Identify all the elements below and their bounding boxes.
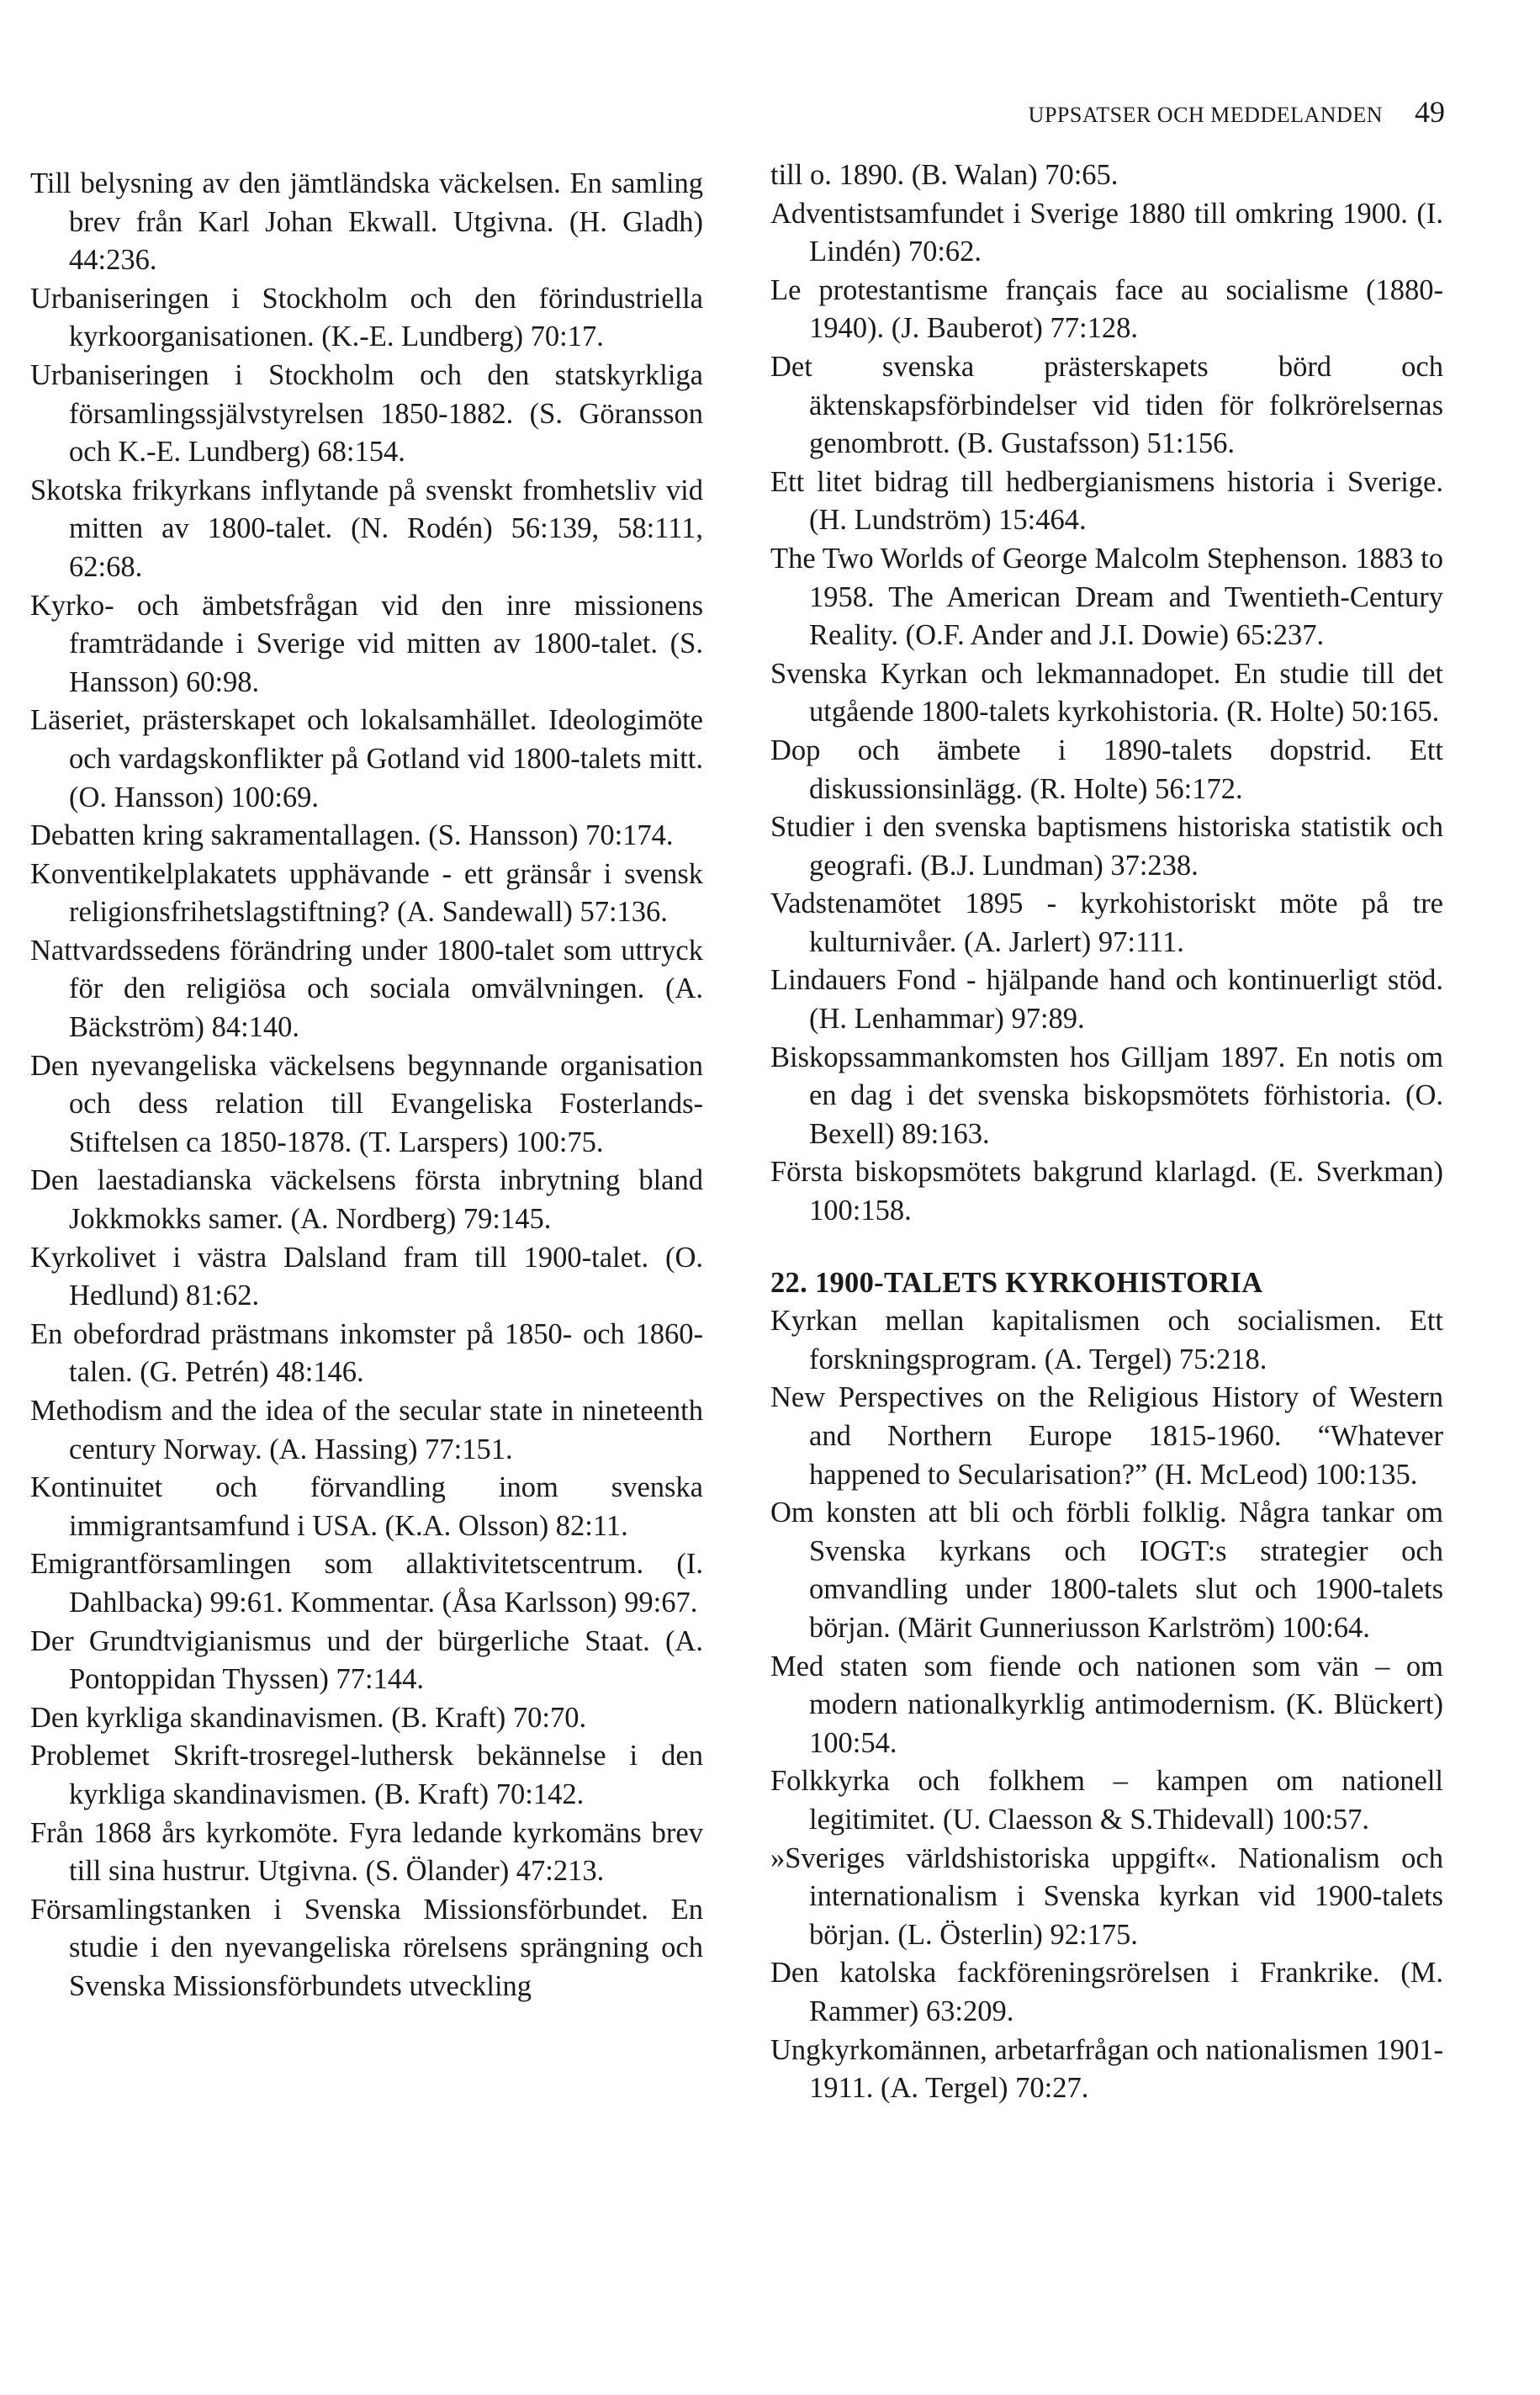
bibliography-entry: Dop och ämbete i 1890-talets dopstrid. Ett diskussionsinlägg. (R. Holte) 56:172. [770, 734, 1443, 805]
bibliography-entry: Ett litet bidrag till hedbergianismens historia i Sverige. (H. Lundström) 15:464. [770, 465, 1443, 537]
bibliography-entry: Den laestadianska väckelsens första inbrytning bland Jokkmokks samer. (A. Nordberg) 79:145. [30, 1164, 703, 1236]
right-column [770, 156, 1443, 2108]
bibliography-entry: Svenska Kyrkan och lekmannadopet. En studie till det utgående 1800-talets kyrkohistoria. (R. Holte) 50:165. [770, 657, 1443, 729]
bibliography-entry: Der Grundtvigianismus und der bürgerliche Staat. (A. Pontoppidan Thyssen) 77:144. [30, 1624, 703, 1696]
bibliography-entry: Till belysning av den jämtländska väckelsen. En samling brev från Karl Johan Ekwall. Utgivna. (H. Gladh) 44:236. [30, 167, 703, 277]
bibliography-entry: Urbaniseringen i Stockholm och den statskyrkliga församlingssjälvstyrelsen 1850-1882. (S. Göransson och K.-E. Lundberg) 68:154. [30, 358, 703, 469]
bibliography-entry: Konventikelplakatets upphävande - ett gränsår i svensk religionsfrihetslagstiftning? (A. Sandewall) 57:136. [30, 857, 703, 929]
bibliography-entry: Med staten som fiende och nationen som vän – om modern nationalkyrklig antimodernism. (K. Blückert) 100:54. [770, 1650, 1443, 1759]
bibliography-entry: Skotska frikyrkans inflytande på svenskt fromhetsliv vid mitten av 1800-talet. (N. Rodén) 56:139, 58:111, 62:68. [30, 474, 703, 583]
bibliography-entry: Kontinuitet och förvandling inom svenska immigrantsamfund i USA. (K.A. Olsson) 82:11. [30, 1471, 703, 1542]
bibliography-entry: The Two Worlds of George Malcolm Stephenson. 1883 to 1958. The American Dream and Twentieth-Century Reality. (O.F. Ander and J.I. Dowie) 65:237. [770, 542, 1443, 652]
bibliography-entry: Studier i den svenska baptismens historiska statistik och geografi. (B.J. Lundman) 37:238. [770, 811, 1443, 882]
bibliography-entry: Urbaniseringen i Stockholm och den förindustriella kyrkoorganisationen. (K.-E. Lundberg) 70:17. [30, 282, 703, 353]
bibliography-entry: Det svenska prästerskapets börd och äktenskapsförbindelser vid tiden för folkrörelsernas genombrott. (B. Gustafsson) 51:156. [770, 350, 1443, 460]
bibliography-entry: Le protestantisme français face au socialisme (1880-1940). (J. Bauberot) 77:128. [770, 273, 1443, 345]
bibliography-entry: Församlingstanken i Svenska Missionsförbundet. En studie i den nyevangeliska rörelsens sprängning och Svenska Missionsförbundets utveckling [30, 1893, 703, 2002]
bibliography-entry: Vadstenamötet 1895 - kyrkohistoriskt möte på tre kulturnivåer. (A. Jarlert) 97:111. [770, 888, 1443, 958]
bibliography-entry: Nattvardssedens förändring under 1800-talet som uttryck för den religiösa och sociala omvälvningen. (A. Bäckström) 84:140. [30, 934, 703, 1044]
page-number: 49 [1415, 95, 1445, 129]
bibliography-entry: Kyrkolivet i västra Dalsland fram till 1900-talet. (O. Hedlund) 81:62. [30, 1241, 703, 1312]
bibliography-entry: Lindauers Fond - hjälpande hand och kontinuerligt stöd. (H. Lenhammar) 97:89. [770, 964, 1443, 1036]
bibliography-entry: Kyrkan mellan kapitalismen och socialismen. Ett forskningsprogram. (A. Tergel) 75:218. [770, 1305, 1443, 1375]
bibliography-entry: Biskopssammankomsten hos Gilljam 1897. En notis om en dag i det svenska biskopsmötets förhistoria. (O. Bexell) 89:163. [770, 1041, 1443, 1150]
bibliography-entry: Ungkyrkomännen, arbetarfrågan och nationalismen 1901-1911. (A. Tergel) 70:27. [770, 2033, 1443, 2105]
bibliography-entry: Den kyrkliga skandinavismen. (B. Kraft) 70:70. [30, 1701, 587, 1734]
bibliography-entry: Kyrko- och ämbetsfrågan vid den inre missionens framträdande i Sverige vid mitten av 1800-talet. (S. Hansson) 60:98. [30, 589, 703, 698]
page-header [915, 94, 1445, 136]
bibliography-entry: Den nyevangeliska väckelsens begynnande organisation och dess relation till Evangeliska Fosterlands-Stiftelsen ca 1850-1878. (T. Larspers) 100:75. [30, 1049, 703, 1158]
bibliography-entry: Läseriet, prästerskapet och lokalsamhället. Ideologimöte och vardagskonflikter på Gotland vid 1800-talets mitt. (O. Hansson) 100:69. [30, 704, 703, 813]
bibliography-entry: New Perspectives on the Religious History of Western and Northern Europe 1815-1960. “Whatever happened to Secularisation?” (H. McLeod) 100:135. [770, 1381, 1443, 1491]
bibliography-entry: Methodism and the idea of the secular state in nineteenth century Norway. (A. Hassing) 77:151. [30, 1395, 703, 1465]
bibliography-entry: Adventistsamfundet i Sverige 1880 till omkring 1900. (I. Lindén) 70:62. [770, 197, 1443, 268]
bibliography-entry: Debatten kring sakramentallagen. (S. Hansson) 70:174. [30, 819, 674, 852]
bibliography-entry: En obefordrad prästmans inkomster på 1850- och 1860-talen. (G. Petrén) 48:146. [30, 1317, 703, 1389]
left-column [30, 165, 703, 2006]
section-heading: 22. 1900-TALETS KYRKOHISTORIA [770, 1266, 1263, 1299]
bibliography-entry-continued: till o. 1890. (B. Walan) 70:65. [770, 159, 1119, 191]
bibliography-entry: Om konsten att bli och förbli folklig. Några tankar om Svenska kyrkans och IOGT:s strategier och omvandling under 1800-talets slut och 1900-talets början. (Märit Gunneriusson Karlström) 100:64. [770, 1497, 1443, 1644]
bibliography-entry: »Sveriges världshistoriska uppgift«. Nationalism och internationalism i Svenska kyrkan vid 1900-talets början. (L. Österlin) 92:175. [770, 1841, 1443, 1951]
bibliography-entry: Problemet Skrift-trosregel-luthersk bekännelse i den kyrkliga skandinavismen. (B. Kraft) 70:142. [30, 1740, 703, 1810]
bibliography-entry: Den katolska fackföreningsrörelsen i Frankrike. (M. Rammer) 63:209. [770, 1957, 1443, 2027]
bibliography-entry: Folkkyrka och folkhem – kampen om nationell legitimitet. (U. Claesson & S.Thidevall) 100:57. [770, 1765, 1443, 1836]
bibliography-entry: Emigrantförsamlingen som allaktivitetscentrum. (I. Dahlbacka) 99:61. Kommentar. (Åsa Karlsson) 99:67. [30, 1548, 703, 1619]
bibliography-entry: Från 1868 års kyrkomöte. Fyra ledande kyrkomäns brev till sina hustrur. Utgivna. (S. Ölander) 47:213. [30, 1816, 703, 1888]
running-head: UPPSATSER OCH MEDDELANDEN [1028, 103, 1383, 127]
bibliography-entry: Första biskopsmötets bakgrund klarlagd. (E. Sverkman) 100:158. [770, 1156, 1443, 1227]
